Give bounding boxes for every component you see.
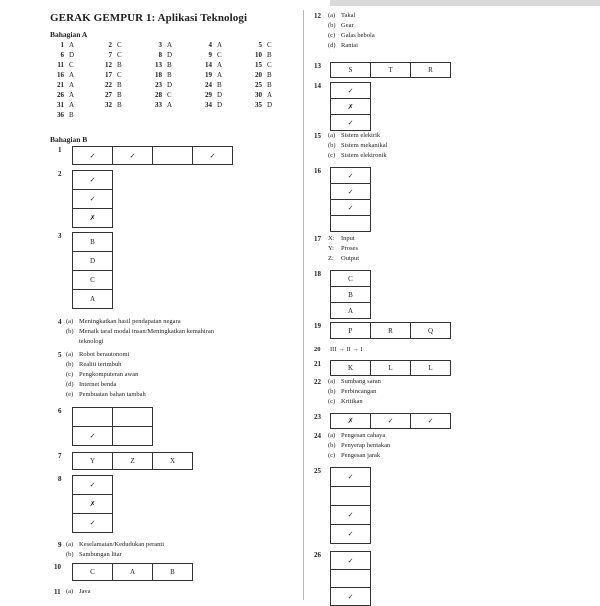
answer-cell: T <box>371 63 411 78</box>
q9-number: 9 <box>58 541 62 549</box>
answer-letter: A <box>267 91 273 99</box>
part-a-answer <box>150 81 172 89</box>
answer-cell: S <box>331 63 371 78</box>
question-number: 27 <box>105 91 112 99</box>
q10-answer-grid <box>72 563 193 581</box>
answer-cell <box>331 487 371 506</box>
answer-cell <box>331 570 371 588</box>
q12-item <box>328 12 355 19</box>
q1-answer-grid <box>72 146 233 165</box>
item-label: (b) <box>66 361 74 368</box>
answer-cell: ✓ <box>73 427 113 446</box>
part-a-answer <box>52 111 74 119</box>
item-label: (a) <box>328 432 336 439</box>
part-a-answer <box>250 101 272 109</box>
header-bar <box>330 0 600 6</box>
question-number: 34 <box>205 101 212 109</box>
answer-letter: C <box>117 71 122 79</box>
question-number: 28 <box>155 91 162 99</box>
answer-letter: A <box>69 81 75 89</box>
answer-cell: Z <box>113 453 153 470</box>
item-text: Pengesan jarak <box>341 452 381 459</box>
item-label: (d) <box>328 42 336 49</box>
part-a-answer <box>52 51 74 59</box>
q9-item <box>66 551 122 558</box>
answer-letter: D <box>267 101 273 109</box>
item-label: (b) <box>66 328 74 335</box>
part-a-answer <box>200 51 222 59</box>
q17-number: 17 <box>314 235 321 243</box>
answer-cell: ✓ <box>331 115 371 131</box>
answer-cell: C <box>73 271 113 290</box>
answer-cell <box>153 147 193 165</box>
question-number: 32 <box>105 101 112 109</box>
q17-item <box>328 255 359 262</box>
q26-number: 26 <box>314 551 321 559</box>
answer-cell: K <box>331 361 371 376</box>
item-text: Kritikan <box>341 398 363 405</box>
question-number: 18 <box>155 71 162 79</box>
item-text: Pengesan cahaya <box>341 432 386 439</box>
question-number: 14 <box>205 61 212 69</box>
answer-cell: D <box>73 252 113 271</box>
answer-letter: B <box>167 61 172 69</box>
part-a-answer <box>150 91 172 99</box>
part-a-answer <box>52 91 74 99</box>
q19-number: 19 <box>314 322 321 330</box>
answer-letter: B <box>117 91 122 99</box>
q11-number: 11 <box>54 588 61 596</box>
item-text: teknologi <box>79 338 104 345</box>
question-number: 11 <box>57 61 64 69</box>
answer-letter: A <box>217 61 223 69</box>
answer-cell: X <box>153 453 193 470</box>
answer-cell: ✓ <box>331 525 371 544</box>
item-text: Sistem mekanikal <box>341 142 388 149</box>
item-label: (c) <box>328 152 336 159</box>
q5-item <box>66 351 129 358</box>
item-label: (b) <box>66 551 74 558</box>
answer-letter: C <box>267 61 272 69</box>
q6-answer-grid <box>72 407 153 446</box>
answer-letter: C <box>217 51 222 59</box>
question-number: 33 <box>155 101 162 109</box>
answer-cell: ✗ <box>331 99 371 115</box>
section-b-heading: Bahagian B <box>50 135 88 144</box>
q16-answer-grid <box>330 167 371 232</box>
item-text: Internet benda <box>79 381 117 388</box>
q10-number: 10 <box>54 563 61 571</box>
q20-answer <box>314 346 363 353</box>
part-a-answer <box>100 51 122 59</box>
answer-cell: R <box>371 323 411 339</box>
item-label: (a) <box>66 318 74 325</box>
answer-letter: C <box>117 51 122 59</box>
question-number: 36 <box>57 111 64 119</box>
part-a-answer <box>52 61 74 69</box>
page-title: GERAK GEMPUR 1: Aplikasi Teknologi <box>50 12 248 24</box>
answer-cell: ✓ <box>73 514 113 533</box>
q24-number: 24 <box>314 432 321 440</box>
part-a-answer <box>200 41 222 49</box>
answer-cell: ✓ <box>331 200 371 216</box>
item-label: (a) <box>328 132 336 139</box>
q4-item <box>66 338 104 345</box>
q12-item <box>328 32 375 39</box>
q8-number: 8 <box>58 475 62 483</box>
answer-cell: A <box>113 564 153 581</box>
answer-cell: A <box>73 290 113 309</box>
item-label: (c) <box>328 32 336 39</box>
question-number: 8 <box>158 51 162 59</box>
part-a-answer <box>52 71 74 79</box>
q22-number: 22 <box>314 378 321 386</box>
answer-cell: ✓ <box>193 147 233 165</box>
q23-number: 23 <box>314 413 321 421</box>
answer-cell: ✗ <box>73 495 113 514</box>
q15-item <box>328 132 380 139</box>
part-a-answer <box>200 91 222 99</box>
answer-cell: ✗ <box>331 414 371 429</box>
q14-answer-grid <box>330 82 371 131</box>
item-text: Pengkomputeran awan <box>79 371 139 378</box>
part-a-answer <box>200 81 222 89</box>
question-number: 26 <box>57 91 64 99</box>
answer-cell: B <box>73 233 113 252</box>
answer-cell: C <box>73 564 113 581</box>
answer-letter: C <box>167 91 172 99</box>
question-number: 31 <box>57 101 64 109</box>
answer-cell <box>73 408 113 427</box>
answer-cell: Q <box>411 323 451 339</box>
answer-letter: B <box>117 61 122 69</box>
answer-letter: D <box>217 101 223 109</box>
q4-number: 4 <box>58 318 62 326</box>
answer-letter: A <box>217 71 223 79</box>
answer-letter: C <box>267 41 272 49</box>
part-a-answer <box>150 71 172 79</box>
item-label: (c) <box>66 371 74 378</box>
question-number: 16 <box>57 71 64 79</box>
part-a-answer <box>100 81 122 89</box>
part-a-answer <box>250 61 272 69</box>
question-number: 7 <box>108 51 112 59</box>
item-label: (b) <box>328 142 336 149</box>
answer-cell: ✓ <box>331 588 371 606</box>
answer-letter: A <box>167 41 173 49</box>
q5-item <box>66 361 121 368</box>
answer-letter: A <box>69 41 75 49</box>
answer-cell: R <box>411 63 451 78</box>
q13-answer-grid <box>330 62 451 78</box>
answer-cell <box>113 427 153 446</box>
item-label: (c) <box>328 398 336 405</box>
q22-item <box>328 378 381 385</box>
question-number: 12 <box>105 61 112 69</box>
q6-number: 6 <box>58 407 62 415</box>
section-a-heading: Bahagian A <box>50 30 88 39</box>
q21-number: 21 <box>314 360 321 368</box>
answer-cell: A <box>331 303 371 319</box>
part-a-answer <box>150 51 172 59</box>
q16-number: 16 <box>314 167 321 175</box>
item-text: Menaik taraf modal insan/Meningkatkan kemahiran <box>79 328 215 335</box>
item-label: (b) <box>328 442 336 449</box>
item-text: Keselamatan/Kedudukan peranti <box>79 541 165 548</box>
question-number: 15 <box>255 61 262 69</box>
q19-answer-grid <box>330 322 451 339</box>
q4-item <box>66 328 214 335</box>
answer-cell <box>113 408 153 427</box>
question-number: 5 <box>258 41 262 49</box>
q9-item <box>66 541 164 548</box>
answer-letter: B <box>267 81 272 89</box>
q20-text: III → II → I <box>330 346 363 353</box>
answer-cell <box>331 216 371 232</box>
part-a-answer <box>100 101 122 109</box>
item-text: Gear <box>341 22 354 29</box>
column-divider <box>303 10 304 600</box>
q8-answer-grid <box>72 475 113 533</box>
answer-cell: ✓ <box>331 168 371 184</box>
answer-letter: D <box>217 91 223 99</box>
q5-item <box>66 381 116 388</box>
q22-item <box>328 398 363 405</box>
answer-cell: B <box>331 287 371 303</box>
answer-letter: C <box>117 41 122 49</box>
item-text: Perbincangan <box>341 388 377 395</box>
question-number: 6 <box>60 51 64 59</box>
answer-cell: ✓ <box>73 190 113 209</box>
part-a-answer <box>250 71 272 79</box>
part-a-answer <box>100 71 122 79</box>
answer-cell: ✗ <box>73 209 113 228</box>
item-label: Z: <box>328 255 334 262</box>
q21-answer-grid <box>330 360 451 376</box>
q13-number: 13 <box>314 62 321 70</box>
q25-number: 25 <box>314 467 321 475</box>
question-number: 22 <box>105 81 112 89</box>
q23-answer-grid <box>330 413 451 429</box>
item-label: (b) <box>328 388 336 395</box>
item-text: Sambungan litar <box>79 551 122 558</box>
part-a-answer <box>200 61 222 69</box>
answer-letter: C <box>69 61 74 69</box>
part-a-answer <box>100 91 122 99</box>
item-label: (b) <box>328 22 336 29</box>
q24-item <box>328 452 380 459</box>
q15-item <box>328 152 387 159</box>
item-text: Takal <box>341 12 356 19</box>
part-a-answer <box>52 81 74 89</box>
q15-item <box>328 142 387 149</box>
q5-number: 5 <box>58 351 62 359</box>
question-number: 23 <box>155 81 162 89</box>
answer-letter: A <box>69 101 75 109</box>
q22-item <box>328 388 376 395</box>
answer-letter: D <box>167 51 173 59</box>
item-text: Input <box>341 235 355 242</box>
item-text: Rantai <box>341 42 358 49</box>
part-a-answer <box>150 41 172 49</box>
item-label: X: <box>328 235 335 242</box>
part-a-answer <box>100 41 122 49</box>
item-text: Java <box>79 588 91 595</box>
answer-letter: B <box>117 101 122 109</box>
q7-answer-grid <box>72 452 193 470</box>
question-number: 29 <box>205 91 212 99</box>
part-a-answer <box>250 41 272 49</box>
q12-item <box>328 42 358 49</box>
question-number: 4 <box>208 41 212 49</box>
answer-cell: ✓ <box>73 476 113 495</box>
answer-cell: ✓ <box>331 506 371 525</box>
part-a-answer <box>52 101 74 109</box>
q25-answer-grid <box>330 467 371 544</box>
question-number: 24 <box>205 81 212 89</box>
item-text: Sistem elektronik <box>341 152 387 159</box>
answer-letter: D <box>167 81 173 89</box>
question-number: 20 <box>255 71 262 79</box>
part-a-answer <box>250 81 272 89</box>
item-text: Realiti terimbuh <box>79 361 122 368</box>
q26-answer-grid <box>330 551 371 606</box>
question-number: 21 <box>57 81 64 89</box>
item-text: Pembuatan bahan tambah <box>79 391 146 398</box>
item-label: (d) <box>66 381 74 388</box>
item-label: (a) <box>66 351 74 358</box>
question-number: 35 <box>255 101 262 109</box>
item-text: Sumbang saran <box>341 378 381 385</box>
part-a-answer <box>200 71 222 79</box>
answer-cell: ✓ <box>331 468 371 487</box>
q7-number: 7 <box>58 452 62 460</box>
q1-number: 1 <box>58 146 62 154</box>
item-text: Output <box>341 255 360 262</box>
q20-number: 20 <box>314 346 321 353</box>
item-label: (c) <box>328 452 336 459</box>
q11-item <box>66 588 91 595</box>
q18-answer-grid <box>330 270 371 319</box>
q17-item <box>328 235 355 242</box>
item-label: Y: <box>328 245 334 252</box>
question-number: 1 <box>60 41 64 49</box>
item-text: Proses <box>341 245 358 252</box>
answer-cell: ✓ <box>331 184 371 200</box>
q12-item <box>328 22 354 29</box>
q4-item <box>66 318 181 325</box>
q2-number: 2 <box>58 170 62 178</box>
answer-cell: ✓ <box>371 414 411 429</box>
question-number: 2 <box>108 41 112 49</box>
question-number: 30 <box>255 91 262 99</box>
answer-cell: ✓ <box>113 147 153 165</box>
answer-letter: A <box>167 101 173 109</box>
q17-item <box>328 245 358 252</box>
part-a-answer <box>150 61 172 69</box>
answer-letter: A <box>69 71 75 79</box>
item-label: (a) <box>328 378 336 385</box>
item-text: Robot berautonomi <box>79 351 130 358</box>
question-number: 19 <box>205 71 212 79</box>
answer-letter: B <box>69 111 74 119</box>
part-a-answer <box>52 41 74 49</box>
q15-number: 15 <box>314 132 321 140</box>
q5-item <box>66 391 146 398</box>
q14-number: 14 <box>314 82 321 90</box>
part-a-answer <box>250 51 272 59</box>
answer-cell: ✓ <box>73 147 113 165</box>
q24-item <box>328 442 390 449</box>
answer-letter: A <box>69 91 75 99</box>
answer-cell: P <box>331 323 371 339</box>
question-number: 3 <box>158 41 162 49</box>
answer-cell: ✓ <box>411 414 451 429</box>
answer-letter: B <box>267 71 272 79</box>
answer-letter: B <box>117 81 122 89</box>
question-number: 9 <box>208 51 212 59</box>
item-label: (a) <box>328 12 336 19</box>
answer-letter: A <box>217 41 223 49</box>
answer-cell: ✓ <box>331 552 371 570</box>
answer-cell: B <box>153 564 193 581</box>
answer-cell: ✓ <box>331 83 371 99</box>
q24-item <box>328 432 385 439</box>
question-number: 17 <box>105 71 112 79</box>
item-label: (a) <box>66 588 74 595</box>
item-text: Meningkatkan hasil pendapatan negara <box>79 318 181 325</box>
item-label: (a) <box>66 541 74 548</box>
q3-answer-grid <box>72 232 113 309</box>
q3-number: 3 <box>58 232 62 240</box>
part-a-answer <box>150 101 172 109</box>
answer-letter: B <box>267 51 272 59</box>
q12-number: 12 <box>314 12 321 20</box>
answer-letter: B <box>167 71 172 79</box>
answer-cell: Y <box>73 453 113 470</box>
question-number: 10 <box>255 51 262 59</box>
q18-number: 18 <box>314 270 321 278</box>
answer-cell: L <box>411 361 451 376</box>
question-number: 13 <box>155 61 162 69</box>
answer-cell: C <box>331 271 371 287</box>
answer-cell: L <box>371 361 411 376</box>
answer-letter: D <box>69 51 75 59</box>
answer-cell: ✓ <box>73 171 113 190</box>
q2-answer-grid <box>72 170 113 228</box>
part-a-answer <box>100 61 122 69</box>
item-text: Galas bebola <box>341 32 375 39</box>
part-a-answer <box>200 101 222 109</box>
part-a-answer <box>250 91 272 99</box>
item-text: Penyerap hentakan <box>341 442 391 449</box>
q5-item <box>66 371 138 378</box>
question-number: 25 <box>255 81 262 89</box>
answer-letter: B <box>217 81 222 89</box>
item-text: Sistem elektrik <box>341 132 381 139</box>
item-label: (e) <box>66 391 74 398</box>
